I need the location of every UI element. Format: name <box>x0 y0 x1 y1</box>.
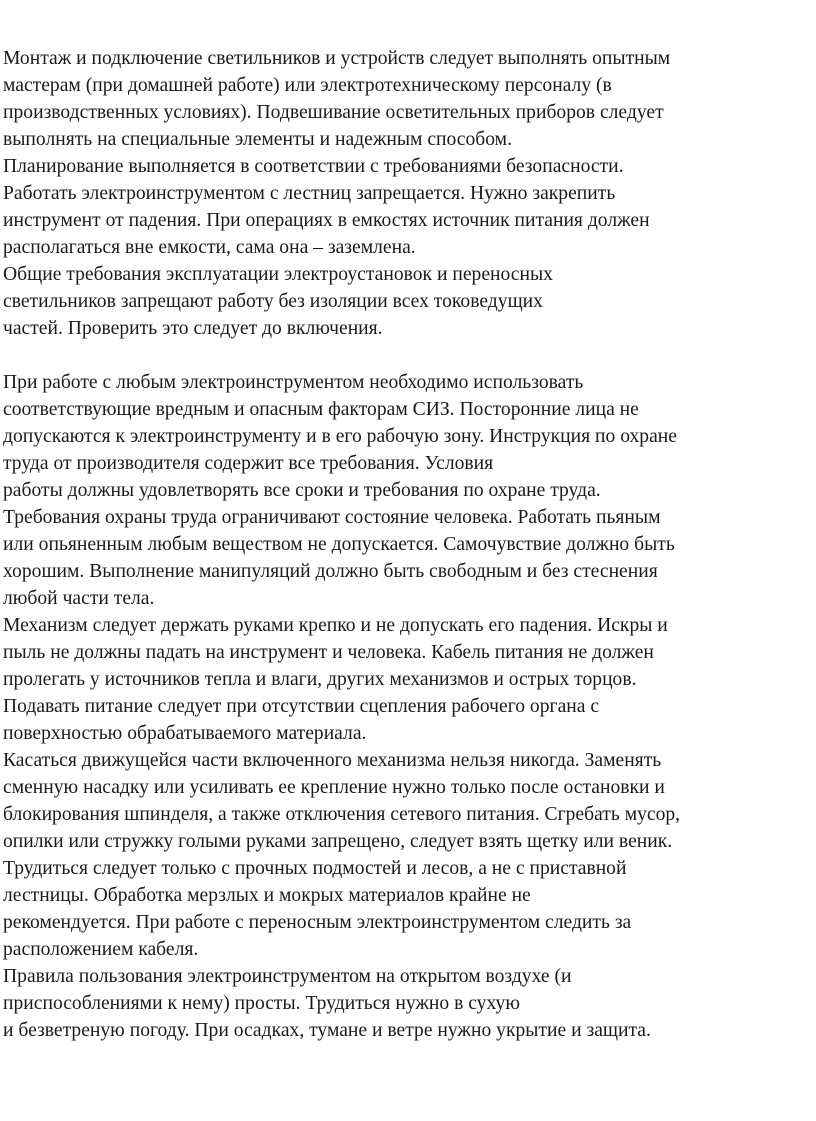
paragraph-gap <box>3 342 813 369</box>
text-line: допускаются к электроинструменту и в его рабочую зону. Инструкция по охране <box>3 426 677 447</box>
text-line: пыль не должны падать на инструмент и человека. Кабель питания не должен <box>3 642 654 663</box>
text-line: любой части тела. <box>3 588 155 609</box>
text-line: блокирования шпинделя, а также отключения сетевого питания. Сгребать мусор, <box>3 804 681 825</box>
text-line: и безветреную погоду. При осадках, тумане и ветре нужно укрытие и защита. <box>3 1020 651 1041</box>
text-line: Общие требования эксплуатации электроустановок и переносных <box>3 264 553 285</box>
text-line: Правила пользования электроинструментом на открытом воздухе (и <box>3 966 572 987</box>
text-line: Трудиться следует только с прочных подмостей и лесов, а не с приставной <box>3 858 627 879</box>
text-line: производственных условиях). Подвешивание осветительных приборов следует <box>3 102 664 123</box>
text-line: частей. Проверить это следует до включения. <box>3 318 383 339</box>
text-line: Требования охраны труда ограничивают состояние человека. Работать пьяным <box>3 507 661 528</box>
text-line: работы должны удовлетворять все сроки и требования по охране труда. <box>3 480 601 501</box>
text-line: хорошим. Выполнение манипуляций должно быть свободным и без стеснения <box>3 561 658 582</box>
text-line: труда от производителя содержит все требования. Условия <box>3 453 494 474</box>
text-line: инструмент от падения. При операциях в емкостях источник питания должен <box>3 210 650 231</box>
text-line: опилки или стружку голыми руками запрещено, следует взять щетку или веник. <box>3 831 673 852</box>
text-line: Касаться движущейся части включенного механизма нельзя никогда. Заменять <box>3 750 662 771</box>
text-line: При работе с любым электроинструментом необходимо использовать <box>3 372 584 393</box>
text-line: рекомендуется. При работе с переносным электроинструментом следить за <box>3 912 632 933</box>
text-line: располагаться вне емкости, сама она – заземлена. <box>3 237 416 258</box>
text-line: или опьяненным любым веществом не допускается. Самочувствие должно быть <box>3 534 675 555</box>
text-line: выполнять на специальные элементы и надежным способом. <box>3 129 512 150</box>
text-line: поверхностью обрабатываемого материала. <box>3 723 367 744</box>
text-line: сменную насадку или усиливать ее крепление нужно только после остановки и <box>3 777 665 798</box>
text-line: Монтаж и подключение светильников и устройств следует выполнять опытным <box>3 48 671 69</box>
text-line: Планирование выполняется в соответствии с требованиями безопасности. <box>3 156 624 177</box>
text-line: пролегать у источников тепла и влаги, других механизмов и острых торцов. <box>3 669 637 690</box>
text-line: мастерам (при домашней работе) или электротехническому персоналу (в <box>3 75 612 96</box>
text-line: светильников запрещают работу без изоляции всех токоведущих <box>3 291 543 312</box>
text-line: Подавать питание следует при отсутствии сцепления рабочего органа с <box>3 696 600 717</box>
text-line: приспособлениями к нему) просты. Трудиться нужно в сухую <box>3 993 520 1014</box>
text-line: Работать электроинструментом с лестниц запрещается. Нужно закрепить <box>3 183 616 204</box>
text-line: соответствующие вредным и опасным факторам СИЗ. Посторонние лица не <box>3 399 639 420</box>
text-line: расположением кабеля. <box>3 939 199 960</box>
document-text <box>3 45 813 1044</box>
text-line: Механизм следует держать руками крепко и не допускать его падения. Искры и <box>3 615 668 636</box>
text-line: лестницы. Обработка мерзлых и мокрых материалов крайне не <box>3 885 531 906</box>
